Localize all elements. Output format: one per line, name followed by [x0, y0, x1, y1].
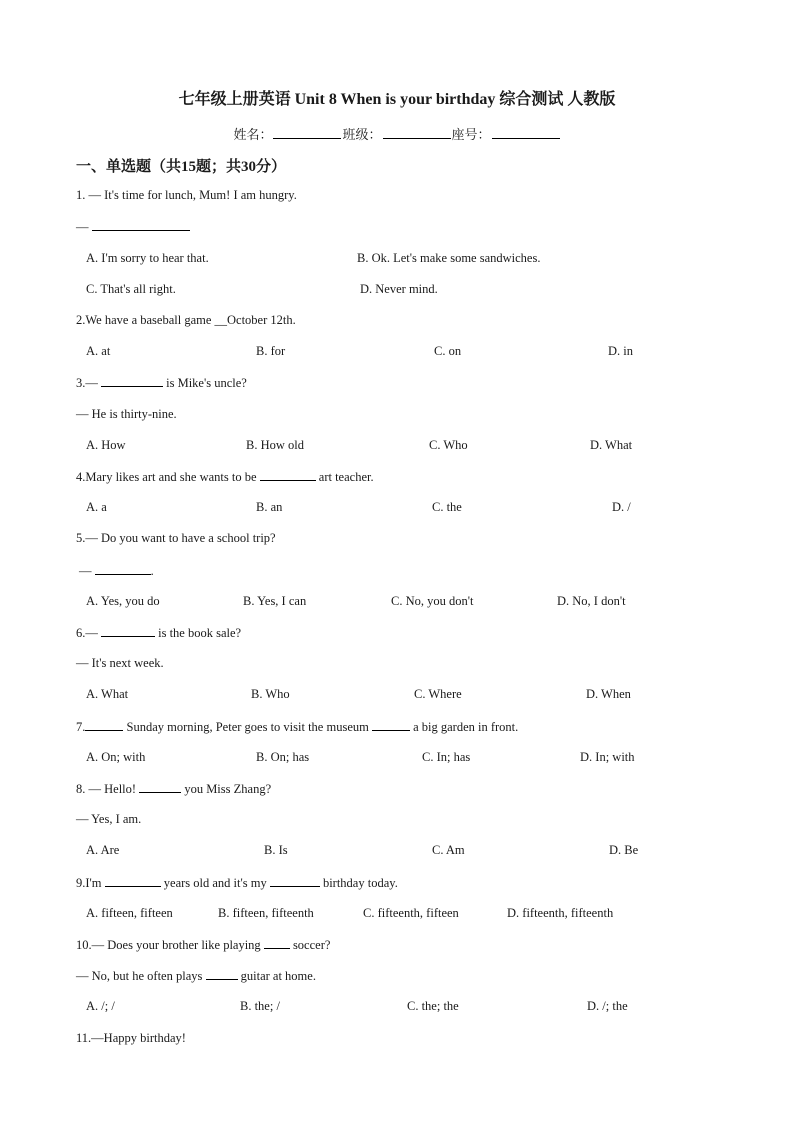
- answer-blank: [270, 875, 320, 887]
- question-6-reply: — It's next week.: [76, 656, 164, 670]
- question-5-answer-line: — .: [79, 564, 154, 578]
- question-11-stem: 11.—Happy birthday!: [76, 1031, 186, 1045]
- option: C. Am: [432, 843, 465, 857]
- option: B. On; has: [256, 750, 310, 764]
- option: A. On; with: [86, 750, 146, 764]
- option: D. What: [590, 438, 633, 452]
- answer-blank: [372, 719, 410, 731]
- option: D. in: [608, 344, 633, 358]
- option: A. Yes, you do: [86, 594, 160, 608]
- option: A. a: [86, 500, 107, 514]
- answer-blank: [139, 781, 181, 793]
- option: D. No, I don't: [557, 594, 626, 608]
- option: D. /: [612, 500, 631, 514]
- answer-blank: [85, 719, 123, 731]
- option: C. fifteenth, fifteen: [363, 906, 459, 920]
- option: D. Be: [609, 843, 639, 857]
- question-6-stem: 6.— is the book sale?: [76, 626, 242, 640]
- question-4-stem: 4.Mary likes art and she wants to be art teacher.: [76, 470, 374, 484]
- name-blank: [273, 127, 341, 139]
- answer-blank: [260, 469, 316, 481]
- question-8-stem: 8. — Hello! you Miss Zhang?: [76, 782, 272, 796]
- question-10-stem: 10.— Does your brother like playing soccer?: [76, 938, 331, 952]
- option: B. Is: [264, 843, 288, 857]
- class-label: 班级：: [342, 127, 382, 142]
- answer-blank: [92, 219, 190, 231]
- option: D. Never mind.: [360, 282, 438, 296]
- option: C. the: [432, 500, 462, 514]
- question-9-stem: 9.I'm years old and it's my birthday today.: [76, 876, 398, 890]
- option: A. What: [86, 687, 129, 701]
- option: B. fifteen, fifteenth: [218, 906, 314, 920]
- student-info-row: [0, 124, 794, 143]
- answer-blank: [264, 937, 290, 949]
- question-2-stem: 2.We have a baseball game __October 12th.: [76, 313, 296, 327]
- option: C. That's all right.: [86, 282, 176, 296]
- option: C. Who: [429, 438, 468, 452]
- section-title: 一、单选题（共15题；共30分）: [76, 159, 287, 175]
- option: A. /; /: [86, 999, 115, 1013]
- option: D. fifteenth, fifteenth: [507, 906, 614, 920]
- option: B. the; /: [240, 999, 280, 1013]
- answer-blank: [105, 875, 161, 887]
- option: B. for: [256, 344, 286, 358]
- answer-blank: [101, 625, 155, 637]
- option: A. I'm sorry to hear that.: [86, 251, 209, 265]
- answer-blank: [95, 563, 151, 575]
- question-7-stem: 7. Sunday morning, Peter goes to visit the museum a big garden in front.: [76, 720, 519, 734]
- option: C. Where: [414, 687, 462, 701]
- option: B. How old: [246, 438, 304, 452]
- option: C. In; has: [422, 750, 471, 764]
- option: A. fifteen, fifteen: [86, 906, 173, 920]
- option: D. In; with: [580, 750, 635, 764]
- option: B. Who: [251, 687, 290, 701]
- option: B. Ok. Let's make some sandwiches.: [357, 251, 541, 265]
- option: A. How: [86, 438, 126, 452]
- option: B. an: [256, 500, 283, 514]
- question-3-stem: 3.— is Mike's uncle?: [76, 376, 247, 390]
- seat-label: 座号：: [451, 127, 491, 142]
- option: A. at: [86, 344, 111, 358]
- question-8-reply: — Yes, I am.: [76, 812, 142, 826]
- question-5-stem: 5.— Do you want to have a school trip?: [76, 531, 276, 545]
- answer-blank: [101, 375, 163, 387]
- option: D. When: [586, 687, 631, 701]
- page-title: 七年级上册英语 Unit 8 When is your birthday 综合测试 人教版: [178, 91, 616, 108]
- seat-blank: [492, 127, 560, 139]
- question-1-stem: 1. — It's time for lunch, Mum! I am hungry.: [76, 188, 297, 202]
- question-10-reply: — No, but he often plays guitar at home.: [76, 969, 316, 983]
- question-3-reply: — He is thirty-nine.: [76, 407, 177, 421]
- name-label: 姓名：: [233, 127, 273, 142]
- option: C. the; the: [407, 999, 459, 1013]
- class-blank: [383, 127, 451, 139]
- option: B. Yes, I can: [243, 594, 307, 608]
- answer-blank: [206, 968, 238, 980]
- option: C. on: [434, 344, 462, 358]
- option: C. No, you don't: [391, 594, 474, 608]
- question-1-answer-line: —: [76, 219, 190, 235]
- option: D. /; the: [587, 999, 628, 1013]
- option: A. Are: [86, 843, 120, 857]
